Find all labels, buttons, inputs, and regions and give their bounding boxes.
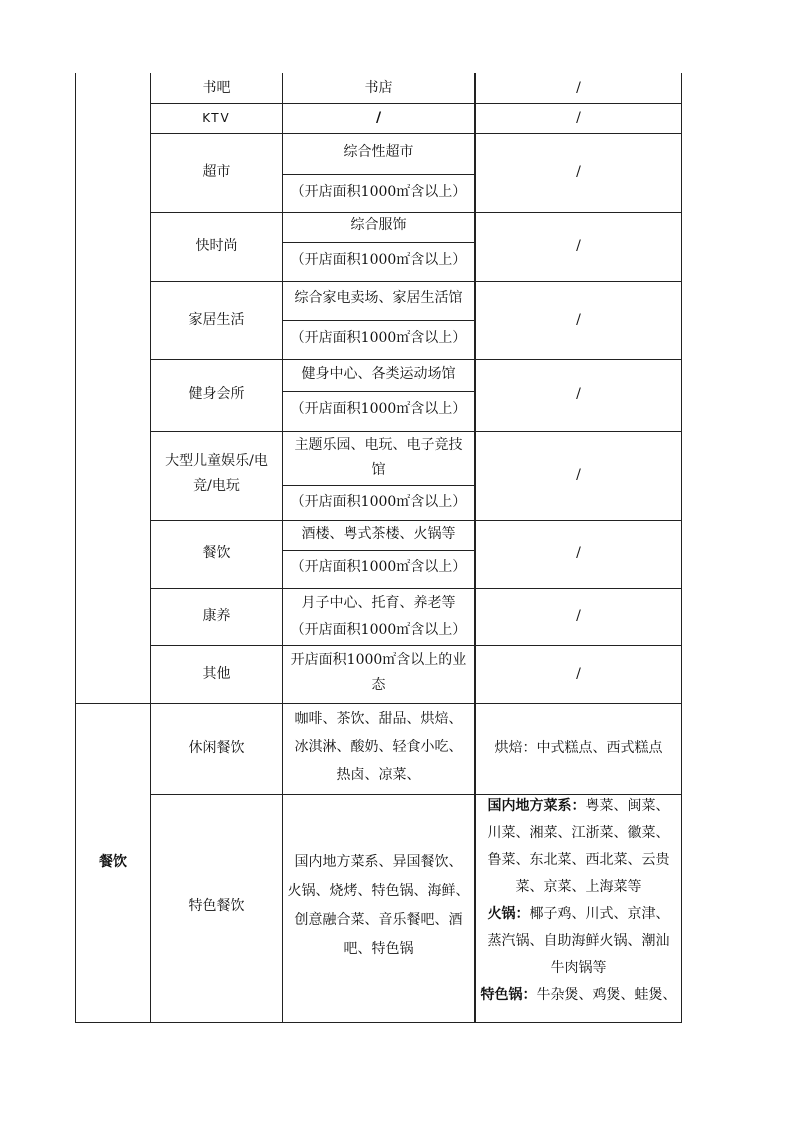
type-cell: 书吧 [202, 80, 231, 96]
note-cell: 烘焙：中式糕点、西式糕点 [494, 740, 663, 756]
note-cell: 国内地方菜系：粤菜、闽菜、 川菜、湘菜、江浙菜、徽菜、 鲁菜、东北菜、西北菜、云贵 菜、京菜、上海菜等 火锅：椰子鸡、川式、京津、 蒸汽锅、自助海鲜火锅、潮汕 牛肉锅等 特色锅：牛杂煲、鸡煲、蛙煲、 [480, 798, 677, 1003]
content-cell: 月子中心、托育、养老等 [301, 595, 456, 611]
content-cell: 书店 [364, 80, 393, 96]
note-cell: / [576, 110, 581, 126]
note-cell: / [576, 386, 581, 402]
type-cell: 休闲餐饮 [188, 740, 245, 756]
content-cell: 综合服饰 [350, 217, 407, 233]
area-cell: （开店面积1000㎡含以上） [290, 330, 467, 346]
content-cell: 主题乐园、电玩、电子竞技 馆 [294, 437, 463, 478]
type-cell: 大型儿童娱乐/电 竞/电玩 [165, 453, 268, 494]
section-label-dining: 餐饮 [99, 854, 127, 870]
area-cell: （开店面积1000㎡含以上） [290, 252, 467, 268]
area-cell: （开店面积1000㎡含以上） [290, 494, 467, 510]
type-cell: 家居生活 [188, 312, 245, 328]
type-cell: 餐饮 [202, 545, 231, 561]
area-cell: （开店面积1000㎡含以上） [290, 401, 467, 417]
type-cell: 超市 [202, 164, 231, 180]
content-cell: 咖啡、茶饮、甜品、烘焙、 冰淇淋、酸奶、轻食小吃、 热卤、凉菜、 [294, 711, 463, 783]
note-cell: / [576, 80, 581, 96]
note-cell: / [576, 238, 581, 254]
type-cell: 特色餐饮 [188, 898, 245, 914]
content-cell: 综合家电卖场、家居生活馆 [294, 290, 463, 306]
content-cell: 开店面积1000㎡含以上的业 态 [290, 652, 467, 693]
area-cell: （开店面积1000㎡含以上） [290, 622, 467, 638]
content-cell: 酒楼、粤式茶楼、火锅等 [301, 526, 456, 542]
type-cell: 健身会所 [188, 386, 245, 402]
note-cell: / [576, 467, 581, 483]
area-cell: （开店面积1000㎡含以上） [290, 184, 467, 200]
type-cell: 其他 [202, 666, 231, 682]
area-cell: （开店面积1000㎡含以上） [290, 559, 467, 575]
note-cell: / [576, 312, 581, 328]
content-cell: 国内地方菜系、异国餐饮、 火锅、烧烤、特色锅、海鲜、 创意融合菜、音乐餐吧、酒 吧、特色锅 [287, 854, 470, 957]
content-cell: / [375, 110, 382, 126]
note-cell: / [576, 666, 581, 682]
content-cell: 综合性超市 [343, 144, 414, 160]
type-cell: 快时尚 [195, 238, 238, 254]
note-cell: / [576, 608, 581, 624]
content-cell: 健身中心、各类运动场馆 [301, 366, 456, 382]
type-cell: 康养 [202, 608, 231, 624]
note-cell: / [576, 545, 581, 561]
note-cell: / [576, 164, 581, 180]
type-cell: KTV [202, 111, 231, 125]
